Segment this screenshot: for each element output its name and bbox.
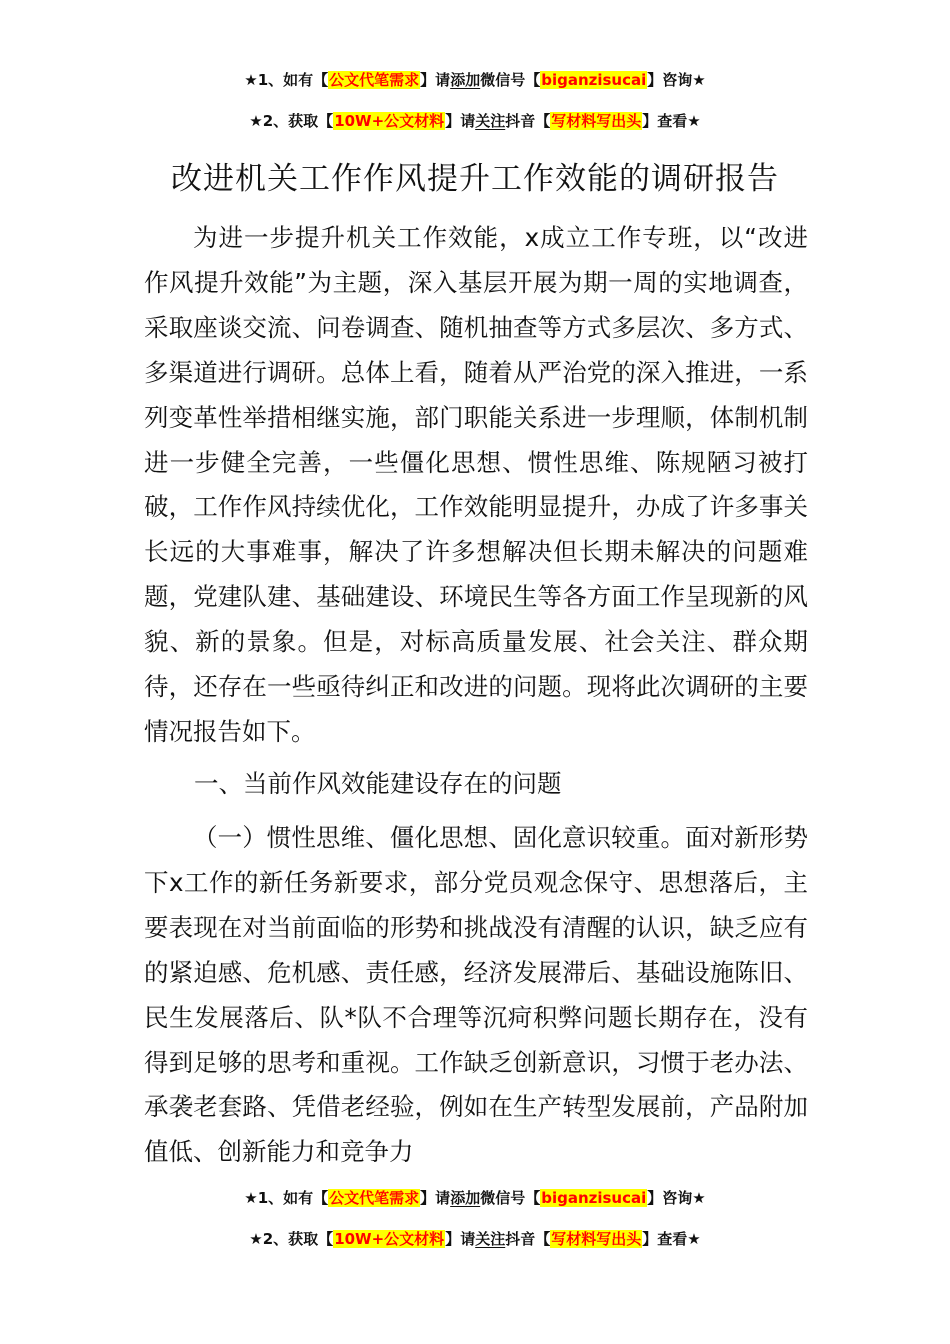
banner-text: ★2、获取【 xyxy=(249,1230,334,1248)
promo-banner-bottom-1 xyxy=(0,1187,950,1209)
promo-banner-bottom-2 xyxy=(0,1228,950,1250)
promo-banner-top-1 xyxy=(0,69,950,91)
banner-underline-text: 关注 xyxy=(475,112,506,130)
banner-text: 】请 xyxy=(445,1230,476,1248)
banner-highlight: 公文代笔需求 xyxy=(329,71,420,89)
body-paragraph-2 xyxy=(144,816,808,1175)
banner-text: 】请 xyxy=(445,112,476,130)
promo-banner-top-2 xyxy=(0,110,950,132)
banner-underline-text: 添加 xyxy=(450,1189,481,1207)
document-title: 改进机关工作作风提升工作效能的调研报告 xyxy=(171,161,779,197)
banner-text: 】查看★ xyxy=(642,112,701,130)
banner-underline-text: 添加 xyxy=(450,71,481,89)
banner-highlight: 10W+公文材料 xyxy=(334,112,445,130)
banner-text: 微信号【 xyxy=(480,71,541,89)
banner-text: ★1、如有【 xyxy=(244,71,329,89)
banner-underline-text: 关注 xyxy=(475,1230,506,1248)
banner-text: 】咨询★ xyxy=(647,71,706,89)
banner-highlight: biganzisucai xyxy=(541,1189,647,1207)
banner-highlight: 公文代笔需求 xyxy=(329,1189,420,1207)
banner-text: 】咨询★ xyxy=(647,1189,706,1207)
banner-text: 】请 xyxy=(420,1189,451,1207)
banner-highlight: 写材料写出头 xyxy=(551,112,642,130)
banner-text: ★1、如有【 xyxy=(244,1189,329,1207)
banner-highlight: 10W+公文材料 xyxy=(334,1230,445,1248)
banner-text: 抖音【 xyxy=(505,112,551,130)
banner-text: 抖音【 xyxy=(505,1230,551,1248)
banner-highlight: 写材料写出头 xyxy=(551,1230,642,1248)
banner-text: ★2、获取【 xyxy=(249,112,334,130)
banner-text: 微信号【 xyxy=(480,1189,541,1207)
body-paragraph-1 xyxy=(144,216,808,755)
section-heading-1: 一、当前作风效能建设存在的问题 xyxy=(194,769,562,798)
banner-highlight: biganzisucai xyxy=(541,71,647,89)
paragraph-text: （一）惯性思维、僵化思想、固化意识较重。面对新形势下x工作的新任务新要求，部分党员观念保守、思想落后，主要表现在对当前面临的形势和挑战没有清醒的认识，缺乏应有的紧迫感、危机感、责任感，经济发展滞后、基础设施陈旧、民生发展落后、队*队不合理等沉疴积弊问题长期存在，没有得到足够的思考和重视。工作缺乏创新意识，习惯于老办法、承袭老套路、凭借老经验，例如在生产转型发展前，产品附加值低、创新能力和竞争力 xyxy=(144,823,808,1167)
banner-text: 】请 xyxy=(420,71,451,89)
banner-text: 】查看★ xyxy=(642,1230,701,1248)
paragraph-text: 为进一步提升机关工作效能，x成立工作专班，以“改进作风提升效能”为主题，深入基层开展为期一周的实地调查，采取座谈交流、问卷调查、随机抽查等方式多层次、多方式、多渠道进行调研。总体上看，随着从严治党的深入推进，一系列变革性举措相继实施，部门职能关系进一步理顺，体制机制进一步健全完善，一些僵化思想、惯性思维、陈规陋习被打破，工作作风持续优化，工作效能明显提升，办成了许多事关长远的大事难事，解决了许多想解决但长期未解决的问题难题，党建队建、基础建设、环境民生等各方面工作呈现新的风貌、新的景象。但是，对标高质量发展、社会关注、群众期待，还存在一些亟待纠正和改进的问题。现将此次调研的主要情况报告如下。 xyxy=(144,223,808,746)
